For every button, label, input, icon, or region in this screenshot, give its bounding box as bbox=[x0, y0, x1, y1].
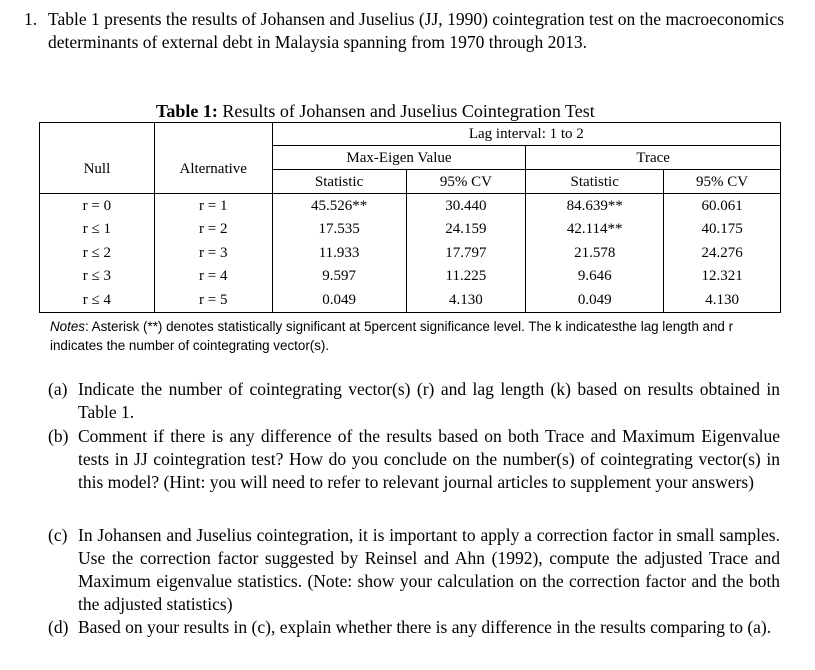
header-trace: Trace bbox=[526, 146, 781, 170]
cell-trace-cv: 60.061 bbox=[664, 194, 781, 218]
cell-max-eigen-statistic: 45.526** bbox=[272, 194, 406, 218]
question-intro bbox=[24, 8, 784, 54]
cell-max-eigen-cv: 4.130 bbox=[406, 288, 526, 312]
header-max-eigen-statistic: Statistic bbox=[272, 170, 406, 194]
subquestion-text: Comment if there is any difference of the results based on both Trace and Maximum Eigenvalue tests in JJ cointegration test? How do you conclude on the number(s) of cointegrating vector(s) in this model? (Hint: you will need to refer to relevant journal articles to supplement your answers) bbox=[78, 426, 780, 492]
table-title-label: Table 1: bbox=[156, 101, 218, 121]
notes-label: Notes bbox=[50, 319, 85, 334]
cell-null: r ≤ 3 bbox=[40, 265, 155, 289]
cell-trace-statistic: 42.114** bbox=[526, 218, 664, 242]
cointegration-results-table bbox=[39, 122, 781, 313]
subquestion-label: (d) bbox=[48, 617, 69, 637]
table-title bbox=[156, 101, 595, 122]
subquestion-label: (b) bbox=[48, 426, 69, 446]
subquestion-text: Based on your results in (c), explain whether there is any difference in the results comparing to (a). bbox=[78, 617, 772, 637]
cell-max-eigen-statistic: 9.597 bbox=[272, 265, 406, 289]
cell-trace-cv: 40.175 bbox=[664, 218, 781, 242]
table-row bbox=[40, 194, 781, 218]
subquestion-label: (a) bbox=[48, 379, 68, 399]
cell-null: r ≤ 1 bbox=[40, 218, 155, 242]
cell-max-eigen-statistic: 0.049 bbox=[272, 288, 406, 312]
cell-null: r = 0 bbox=[40, 194, 155, 218]
cell-alternative: r = 2 bbox=[154, 218, 272, 242]
table-row bbox=[40, 241, 781, 265]
cell-alternative: r = 4 bbox=[154, 265, 272, 289]
cell-trace-cv: 24.276 bbox=[664, 241, 781, 265]
lag-interval-header: Lag interval: 1 to 2 bbox=[272, 123, 780, 146]
subquestion-a bbox=[48, 378, 780, 424]
subquestion-text: Indicate the number of cointegrating vector(s) (r) and lag length (k) based on results obtained in Table 1. bbox=[78, 379, 780, 422]
table-row bbox=[40, 265, 781, 289]
cell-alternative: r = 5 bbox=[154, 288, 272, 312]
table-row bbox=[40, 218, 781, 242]
cell-trace-statistic: 84.639** bbox=[526, 194, 664, 218]
header-trace-cv: 95% CV bbox=[664, 170, 781, 194]
subquestion-b bbox=[48, 425, 780, 494]
table-notes bbox=[50, 317, 750, 355]
notes-text: : Asterisk (**) denotes statistically significant at 5percent significance level. The k indicatesthe lag length and r indicates the number of cointegrating vector(s). bbox=[50, 319, 734, 353]
cell-max-eigen-cv: 30.440 bbox=[406, 194, 526, 218]
cell-trace-cv: 4.130 bbox=[664, 288, 781, 312]
table-title-text: Results of Johansen and Juselius Cointegration Test bbox=[217, 101, 595, 121]
question-text: Table 1 presents the results of Johansen and Juselius (JJ, 1990) cointegration test on the macroeconomics determinants of external debt in Malaysia spanning from 1970 through 2013. bbox=[48, 9, 784, 52]
cell-max-eigen-cv: 17.797 bbox=[406, 241, 526, 265]
question-number: 1. bbox=[24, 9, 38, 29]
cell-trace-statistic: 21.578 bbox=[526, 241, 664, 265]
subquestion-c bbox=[48, 524, 780, 616]
subquestion-text: In Johansen and Juselius cointegration, it is important to apply a correction factor in small samples. Use the correction factor suggested by Reinsel and Ahn (1992), compute the adjusted Trace and Maximum eigenvalue statistics. (Note: show your calculation on the correction factor and the both the adjusted statistics) bbox=[78, 525, 780, 614]
table-row bbox=[40, 288, 781, 312]
header-trace-statistic: Statistic bbox=[526, 170, 664, 194]
cell-alternative: r = 1 bbox=[154, 194, 272, 218]
subquestion-d bbox=[48, 616, 780, 639]
cell-null: r ≤ 2 bbox=[40, 241, 155, 265]
cell-max-eigen-statistic: 17.535 bbox=[272, 218, 406, 242]
cell-trace-statistic: 0.049 bbox=[526, 288, 664, 312]
cell-max-eigen-cv: 24.159 bbox=[406, 218, 526, 242]
cell-max-eigen-statistic: 11.933 bbox=[272, 241, 406, 265]
header-max-eigen: Max-Eigen Value bbox=[272, 146, 526, 170]
header-null: Null bbox=[40, 146, 155, 194]
cell-alternative: r = 3 bbox=[154, 241, 272, 265]
cell-trace-statistic: 9.646 bbox=[526, 265, 664, 289]
subquestion-label: (c) bbox=[48, 525, 68, 545]
cell-max-eigen-cv: 11.225 bbox=[406, 265, 526, 289]
header-max-eigen-cv: 95% CV bbox=[406, 170, 526, 194]
header-alternative: Alternative bbox=[154, 146, 272, 194]
cell-trace-cv: 12.321 bbox=[664, 265, 781, 289]
cell-null: r ≤ 4 bbox=[40, 288, 155, 312]
